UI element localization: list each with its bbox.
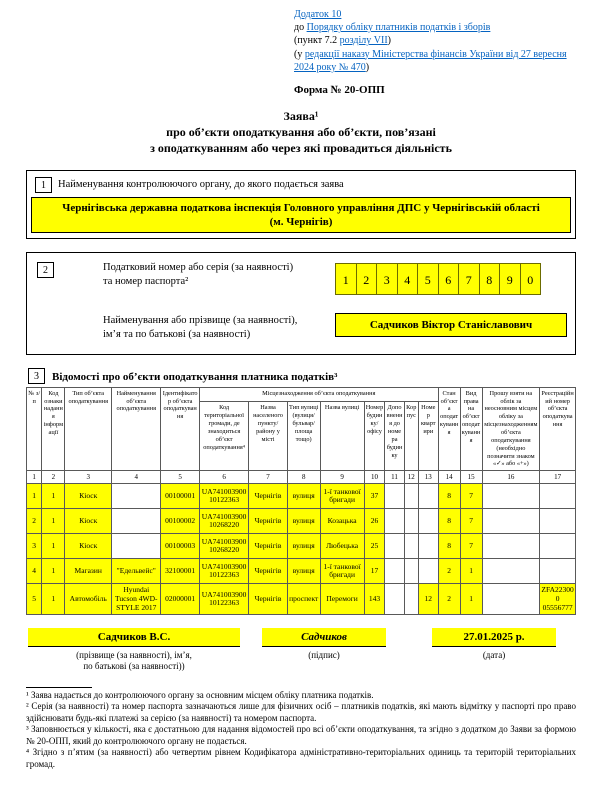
table-body (27, 484, 576, 615)
table-cell: вулиця (287, 534, 320, 559)
section-1-number: 1 (35, 177, 52, 193)
table-cell: 00100002 (161, 509, 199, 534)
footnote: ⁴ Згідно з п’ятим (за наявності) або четвертим рівнем Кодифікатора адміністративно-територіальних одиниць та територій територіальних громад. (26, 747, 576, 769)
col-header-right-type: Вид права на об’єкт оподаткування (460, 387, 482, 471)
taxpayer-name-label-line: Найменування або прізвище (за наявності), (103, 315, 298, 327)
col-header-registration-request: Прошу взяти на облік за неосновним місцем обліку за місцезнаходженням об’єкта оподаткування (необхідно позначити знаком «✓» або «+») (482, 387, 540, 471)
table-cell (540, 484, 576, 509)
col-header-settlement: Назва населеного пункту/ району у місті (249, 402, 287, 471)
col-header-index: № з/п (27, 387, 42, 471)
table-cell: Любецька (320, 534, 364, 559)
signature-value: Садчиков (262, 628, 386, 646)
table-cell (418, 509, 438, 534)
tax-number-digit: 6 (438, 263, 460, 295)
table-cell (482, 509, 540, 534)
col-header-info-code: Код ознаки надання інформації (42, 387, 65, 471)
taxpayer-name-label (103, 314, 335, 341)
col-header-street-name: Назва вулиці (320, 402, 364, 471)
caption-line: по батькові (за наявності)) (83, 661, 185, 672)
table-cell: Чернігів (249, 484, 287, 509)
table-cell: Магазин (65, 559, 112, 584)
column-number: 7 (249, 471, 287, 484)
table-cell (404, 484, 418, 509)
table-cell: Кіоск (65, 534, 112, 559)
col-header-building: Номер будинку/офісу (364, 402, 385, 471)
column-number: 1 (27, 471, 42, 484)
footnote: ¹ Заява надається до контролюючого органу за основним місцем обліку платника податків. (26, 689, 374, 700)
col-header-street-type: Тип вулиці (вулиця/ бульвар/ площа тощо) (287, 402, 320, 471)
tax-number-digit: 9 (499, 263, 521, 295)
table-row (27, 534, 576, 559)
table-cell (404, 534, 418, 559)
table-row (27, 559, 576, 584)
table-cell (418, 484, 438, 509)
table-cell: 1 (42, 584, 65, 615)
table-cell: 7 (460, 484, 482, 509)
table-cell: 00100003 (161, 534, 199, 559)
tax-number-digit: 8 (479, 263, 501, 295)
footnote: ³ Заповнюється у кількості, яка є достатньою для надання відомостей про всі об’єкти оподаткування, та згідно з додатком до Заяви за формою № 20-ОПП, який до контролюючого органу не подається. (26, 724, 576, 746)
col-header-object-state: Стан об’єкта оподаткування (438, 387, 460, 471)
tax-number-label-line: Податковий номер або серія (за наявності) (103, 262, 294, 274)
controlling-authority-value (31, 197, 571, 234)
table-cell (540, 509, 576, 534)
tax-number-digit: 7 (458, 263, 480, 295)
table-cell: Чернігів (249, 559, 287, 584)
signatory-name-value: Садчиков В.С. (28, 628, 240, 646)
table-cell: 1 (460, 584, 482, 615)
order-link[interactable]: Порядку обліку платників податків і зборів (306, 22, 491, 34)
tax-number-digit: 1 (335, 263, 357, 295)
reference-text: (пункт 7.2 (294, 35, 340, 47)
reference-text: до (294, 22, 307, 34)
reference-text: (у (294, 48, 305, 60)
table-cell: UA741003900 10122363 (199, 484, 248, 509)
tax-number-digit: 3 (376, 263, 398, 295)
authority-city: (м. Чернігів) (269, 215, 333, 228)
table-cell (404, 509, 418, 534)
table-cell: UA741003900 10268220 (199, 534, 248, 559)
title-line: про об’єкти оподаткування або об’єкти, пов’язані (166, 125, 436, 140)
table-cell (112, 534, 161, 559)
column-number: 15 (460, 471, 482, 484)
edition-link[interactable]: редакції наказу Міністерства фінансів України від 27 вересня 2024 року № 470 (294, 48, 567, 73)
table-cell (482, 559, 540, 584)
table-cell (385, 509, 404, 534)
footnote-divider (26, 687, 92, 688)
table-cell: Чернігів (249, 509, 287, 534)
column-number: 14 (438, 471, 460, 484)
table-cell: Автомобіль (65, 584, 112, 615)
column-number: 8 (287, 471, 320, 484)
section-3-title: Відомості про об’єкти оподаткування платника податків³ (52, 370, 338, 383)
table-cell: 1 (42, 509, 65, 534)
column-number-row (27, 471, 576, 484)
column-number: 3 (65, 471, 112, 484)
tax-number-digit: 5 (417, 263, 439, 295)
tax-number-label-line: та номер паспорта² (103, 275, 189, 287)
col-header-object-name: Найменування об’єкта оподаткування (112, 387, 161, 471)
signatory-name-caption (76, 650, 192, 673)
table-cell: 3 (27, 534, 42, 559)
date-value: 27.01.2025 р. (432, 628, 556, 646)
table-cell: вулиця (287, 484, 320, 509)
table-cell: Перемоги (320, 584, 364, 615)
appendix-link[interactable]: Додаток 10 (294, 9, 342, 20)
reference-line (294, 34, 576, 47)
table-cell (404, 559, 418, 584)
section-1-label: Найменування контролюючого органу, до якого подається заява (58, 178, 344, 190)
col-header-registration-number: Реєстраційний номер об’єкта оподаткування (540, 387, 576, 471)
form-number-label: Форма № 20-ОПП (294, 83, 385, 96)
table-cell: 8 (438, 509, 460, 534)
table-cell: UA741003900 10122363 (199, 584, 248, 615)
tax-number-cells (335, 263, 567, 295)
table-cell: UA741003900 10122363 (199, 559, 248, 584)
table-row (27, 509, 576, 534)
page-title (26, 108, 576, 157)
table-cell: 1 (460, 559, 482, 584)
section-3-header (28, 368, 576, 384)
table-cell: 32100001 (161, 559, 199, 584)
section-1-controlling-authority (26, 170, 576, 240)
table-cell (385, 559, 404, 584)
col-header-object-type: Тип об’єкта оподаткування (65, 387, 112, 471)
taxation-objects-table (26, 387, 576, 615)
tax-number-label (103, 261, 335, 288)
table-cell: UA741003900 10268220 (199, 509, 248, 534)
table-cell: 1 (42, 484, 65, 509)
doc-reference-block (294, 8, 576, 74)
column-number: 13 (418, 471, 438, 484)
table-cell (482, 484, 540, 509)
footnote: ² Серія (за наявності) та номер паспорта зазначаються лише для фізичних осіб – платників податків, які мають відмітку у паспорті про право здійснювати будь-які платежі за серією (за наявності) та номером паспорта. (26, 701, 576, 723)
table-cell: 7 (460, 534, 482, 559)
column-number: 5 (161, 471, 199, 484)
table-cell: 1-ї танкової бригади (320, 484, 364, 509)
table-row (27, 584, 576, 615)
table-cell: 1 (27, 484, 42, 509)
table-cell (385, 584, 404, 615)
table-cell: Кіоск (65, 509, 112, 534)
tax-number-digit: 0 (520, 263, 542, 295)
table-cell: 00100001 (161, 484, 199, 509)
column-number: 2 (42, 471, 65, 484)
table-cell: 8 (438, 484, 460, 509)
table-cell: 12 (418, 584, 438, 615)
section-link[interactable]: розділу VII (339, 35, 388, 47)
taxpayer-name-value: Садчиков Віктор Станіславович (335, 313, 567, 337)
section-3-number: 3 (28, 368, 45, 384)
col-header-object-id: Ідентифікатор об’єкта оподаткування (161, 387, 199, 471)
table-cell: 1-ї танкової бригади (320, 559, 364, 584)
col-header-territory-code: Код територіальної громади, де знаходиться об’єкт оподаткування⁴ (199, 402, 248, 471)
table-cell (418, 559, 438, 584)
column-number: 16 (482, 471, 540, 484)
table-header (27, 387, 576, 484)
table-cell: 5 (27, 584, 42, 615)
reference-line (294, 48, 576, 74)
table-cell (482, 584, 540, 615)
title-line: Заява¹ (283, 108, 319, 123)
table-cell: 4 (27, 559, 42, 584)
table-cell: Козацька (320, 509, 364, 534)
table-cell: 8 (438, 534, 460, 559)
table-row (27, 484, 576, 509)
table-cell: вулиця (287, 509, 320, 534)
tax-number-digit: 4 (397, 263, 419, 295)
table-cell (418, 534, 438, 559)
table-cell: 1 (42, 534, 65, 559)
table-cell: проспект (287, 584, 320, 615)
column-number: 11 (385, 471, 404, 484)
table-cell: 143 (364, 584, 385, 615)
table-cell: Чернігів (249, 534, 287, 559)
col-header-apartment: Номер квартири (418, 402, 438, 471)
date-caption: (дата) (482, 650, 506, 661)
table-cell: 17 (364, 559, 385, 584)
tax-number-digit: 2 (356, 263, 378, 295)
table-cell: 2 (438, 584, 460, 615)
table-cell: 02000001 (161, 584, 199, 615)
reference-line (294, 8, 576, 21)
column-number: 12 (404, 471, 418, 484)
caption-line: (прізвище (за наявності), ім’я, (76, 650, 192, 661)
table-cell: 37 (364, 484, 385, 509)
title-line: з оподаткуванням або через які провадиться діяльність (150, 141, 452, 156)
section-2-number: 2 (37, 262, 54, 278)
table-cell (385, 534, 404, 559)
signature-section (26, 628, 576, 673)
table-cell: 26 (364, 509, 385, 534)
col-header-block: Корпус (404, 402, 418, 471)
table-cell: "Едельвейс" (112, 559, 161, 584)
table-cell (404, 584, 418, 615)
table-cell (540, 559, 576, 584)
col-header-building-suffix: Доповнення до номера будинку (385, 402, 404, 471)
table-cell (385, 484, 404, 509)
authority-name: Чернігівська державна податкова інспекція Головного управління ДПС у Чернігівській області (62, 201, 540, 214)
table-cell: 7 (460, 509, 482, 534)
table-cell: Чернігів (249, 584, 287, 615)
table-cell (112, 484, 161, 509)
table-cell: Кіоск (65, 484, 112, 509)
table-cell (112, 509, 161, 534)
table-cell: Hyundai Tucson 4WD-STYLE 2017 (112, 584, 161, 615)
reference-line (294, 21, 576, 34)
table-cell: 1 (42, 559, 65, 584)
column-number: 9 (320, 471, 364, 484)
section-2-taxpayer (26, 252, 576, 355)
table-cell: ZFA223000 05556777 (540, 584, 576, 615)
table-cell: 2 (27, 509, 42, 534)
table-cell: вулиця (287, 559, 320, 584)
column-number: 4 (112, 471, 161, 484)
table-cell (482, 534, 540, 559)
table-cell: 2 (438, 559, 460, 584)
taxpayer-name-label-line: ім’я та по батькові (за наявності) (103, 329, 251, 341)
table-cell: 25 (364, 534, 385, 559)
column-number: 6 (199, 471, 248, 484)
table-cell (540, 534, 576, 559)
footnotes (26, 690, 576, 771)
reference-text: ) (387, 35, 391, 47)
column-number: 10 (364, 471, 385, 484)
col-group-location: Місцезнаходження об’єкта оподаткування (199, 387, 438, 402)
column-number: 17 (540, 471, 576, 484)
signature-caption: (підпис) (308, 650, 340, 661)
reference-text: ) (365, 61, 370, 73)
